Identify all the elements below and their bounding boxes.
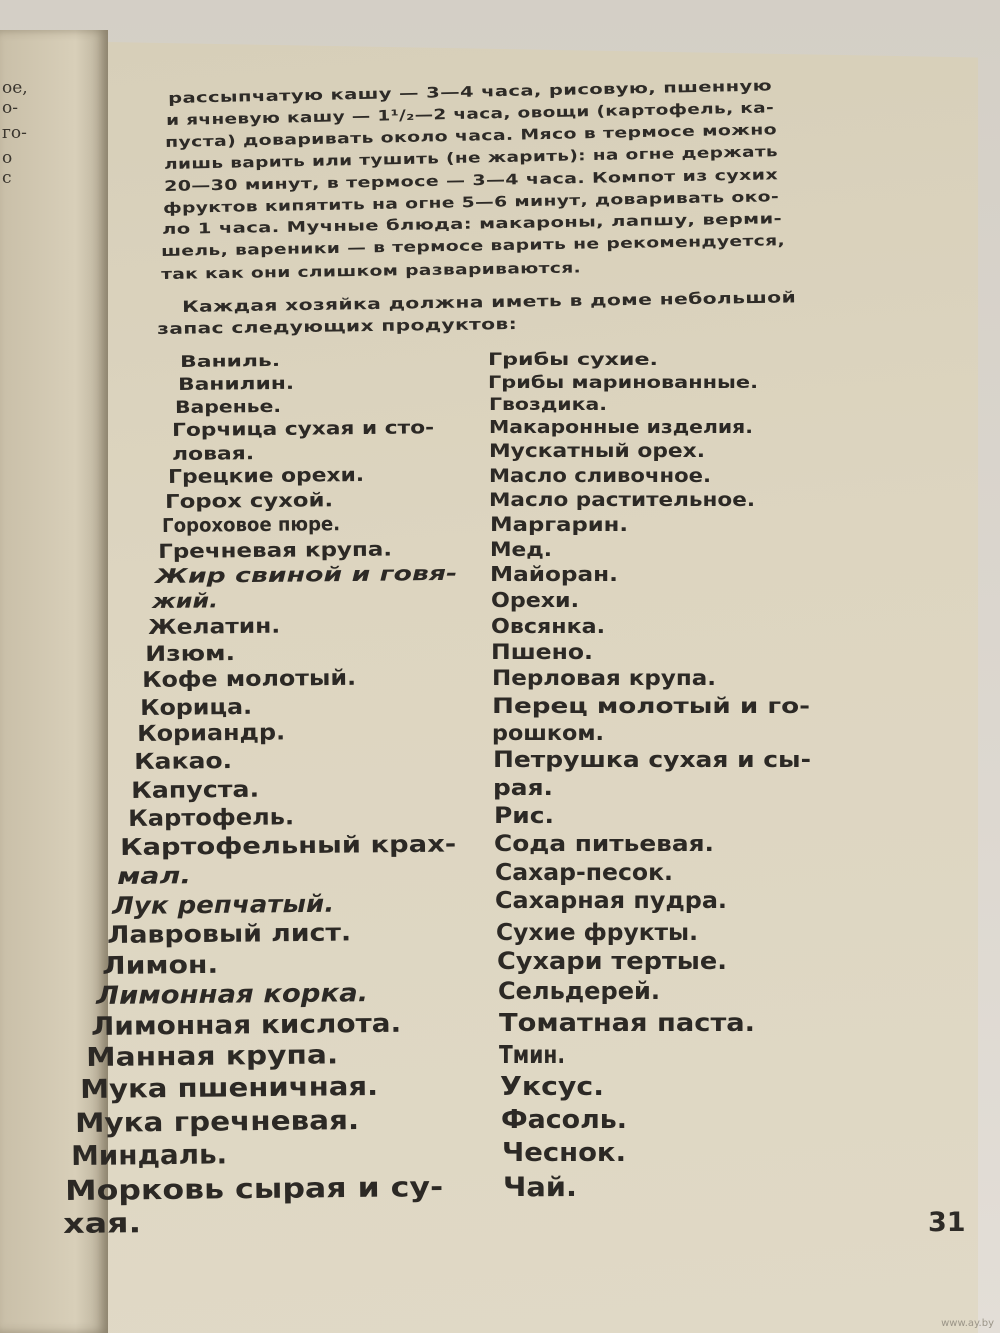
product-item-right: Грибы маринованные. bbox=[488, 373, 758, 393]
product-item-right: Сельдерей. bbox=[498, 977, 660, 1005]
product-item-left: Ваниль. bbox=[180, 350, 281, 371]
product-item-left: Гороховое пюре. bbox=[162, 513, 341, 537]
previous-page-fragment: ое, bbox=[2, 78, 28, 98]
previous-page-fragment: с bbox=[2, 168, 12, 188]
product-item-right: Овсянка. bbox=[491, 614, 605, 638]
product-item-right: Сухари тертые. bbox=[497, 947, 727, 975]
product-item-left: жий. bbox=[152, 588, 219, 613]
product-item-left: Картофельный крах- bbox=[120, 831, 457, 861]
previous-page-fragment: го- bbox=[2, 123, 27, 143]
paragraph-line: 20—30 минут, в термосе — 3—4 часа. Компот из сухих bbox=[164, 167, 779, 195]
product-item-left: Лимонная кислота. bbox=[91, 1008, 402, 1042]
product-item-left: Картофель. bbox=[128, 804, 295, 832]
product-item-right: Сахар-песок. bbox=[495, 860, 673, 886]
product-item-left: Мука пшеничная. bbox=[80, 1071, 379, 1105]
product-item-right: Масло сливочное. bbox=[489, 465, 711, 487]
paragraph-line: рассыпчатую кашу — 3—4 часа, рисовую, пшенную bbox=[168, 78, 773, 107]
product-item-left: Изюм. bbox=[145, 641, 236, 666]
product-item-left: ловая. bbox=[172, 443, 255, 465]
product-item-right: Перец молотый и го- bbox=[492, 694, 810, 719]
product-item-right: Сухие фрукты. bbox=[496, 918, 698, 946]
product-item-right: Майоран. bbox=[490, 562, 618, 586]
product-item-right: Сахарная пудра. bbox=[495, 888, 727, 914]
product-item-left: Варенье. bbox=[175, 396, 282, 418]
page-number: 31 bbox=[928, 1207, 966, 1238]
product-item-right: рошком. bbox=[492, 721, 604, 746]
product-item-right: Тмин. bbox=[499, 1040, 565, 1069]
product-item-left: Лимон. bbox=[102, 949, 219, 980]
product-item-left: Ванилин. bbox=[178, 373, 295, 395]
product-item-right: Мускатный орех. bbox=[489, 441, 705, 462]
product-item-right: Мед. bbox=[490, 538, 552, 561]
product-item-left: Грецкие орехи. bbox=[168, 463, 365, 488]
product-item-left: Горох сухой. bbox=[165, 489, 334, 513]
product-item-right: Чеснок. bbox=[502, 1138, 626, 1168]
product-item-left: Лавровый лист. bbox=[107, 918, 352, 949]
product-item-left: хая. bbox=[63, 1207, 142, 1240]
previous-page-fragment: о bbox=[2, 148, 13, 168]
product-item-left: Корица. bbox=[140, 694, 253, 721]
paragraph-line: пуста) доваривать около часа. Мясо в термосе можно bbox=[165, 122, 778, 151]
product-item-right: Гвоздика. bbox=[489, 395, 607, 415]
paragraph-line: и ячневую кашу — 1¹/₂—2 часа, овощи (картофель, ка- bbox=[166, 100, 775, 129]
product-item-left: Миндаль. bbox=[71, 1139, 228, 1172]
product-item-left: Кофе молотый. bbox=[142, 665, 357, 693]
product-item-left: Морковь сырая и су- bbox=[65, 1171, 444, 1207]
product-item-right: Томатная паста. bbox=[499, 1008, 755, 1037]
product-item-right: Орехи. bbox=[491, 588, 579, 612]
product-item-right: Сода питьевая. bbox=[494, 831, 714, 857]
product-item-right: Маргарин. bbox=[490, 513, 628, 536]
product-item-right: Макаронные изделия. bbox=[489, 417, 753, 438]
product-item-right: Чай. bbox=[503, 1172, 577, 1203]
product-item-left: Гречневая крупа. bbox=[158, 537, 393, 563]
watermark: www.ay.by bbox=[941, 1318, 994, 1329]
paragraph-line: Каждая хозяйка должна иметь в доме небольшой bbox=[182, 288, 797, 316]
product-item-right: Перловая крупа. bbox=[492, 666, 716, 690]
product-item-left: Манная крупа. bbox=[86, 1040, 339, 1073]
product-item-left: Жир свиной и говя- bbox=[155, 560, 458, 588]
paragraph-line: так как они слишком развариваются. bbox=[161, 260, 582, 283]
paragraph-line: запас следующих продуктов: bbox=[157, 314, 518, 338]
product-item-right: Петрушка сухая и сы- bbox=[493, 748, 811, 773]
previous-page-fragment: о- bbox=[2, 98, 18, 118]
product-item-left: Кориандр. bbox=[137, 720, 286, 747]
product-item-right: Масло растительное. bbox=[489, 489, 755, 511]
product-item-left: Желатин. bbox=[148, 613, 281, 639]
product-item-left: мал. bbox=[117, 863, 192, 890]
product-item-right: Грибы сухие. bbox=[488, 350, 658, 369]
product-item-right: рая. bbox=[493, 776, 553, 801]
product-item-right: Фасоль. bbox=[501, 1105, 627, 1135]
product-item-left: Капуста. bbox=[131, 776, 260, 804]
product-item-right: Рис. bbox=[494, 803, 554, 829]
paragraph-line: ло 1 часа. Мучные блюда: макароны, лапшу, верми- bbox=[162, 211, 783, 238]
product-item-left: Горчица сухая и сто- bbox=[172, 417, 435, 441]
product-item-left: Лук репчатый. bbox=[112, 889, 335, 920]
paragraph-line: лишь варить или тушить (не жарить): на огне держать bbox=[164, 144, 779, 173]
paragraph-line: шель, вареники — в термосе варить не рекомендуется, bbox=[161, 233, 786, 260]
product-item-right: Пшено. bbox=[491, 640, 593, 664]
product-item-left: Мука гречневая. bbox=[75, 1105, 360, 1139]
product-item-right: Уксус. bbox=[500, 1072, 604, 1102]
paragraph-line: фруктов кипятить на огне 5—6 минут, доваривать око- bbox=[163, 189, 780, 217]
product-item-left: Лимонная корка. bbox=[96, 978, 369, 1010]
product-item-left: Какао. bbox=[134, 748, 233, 775]
